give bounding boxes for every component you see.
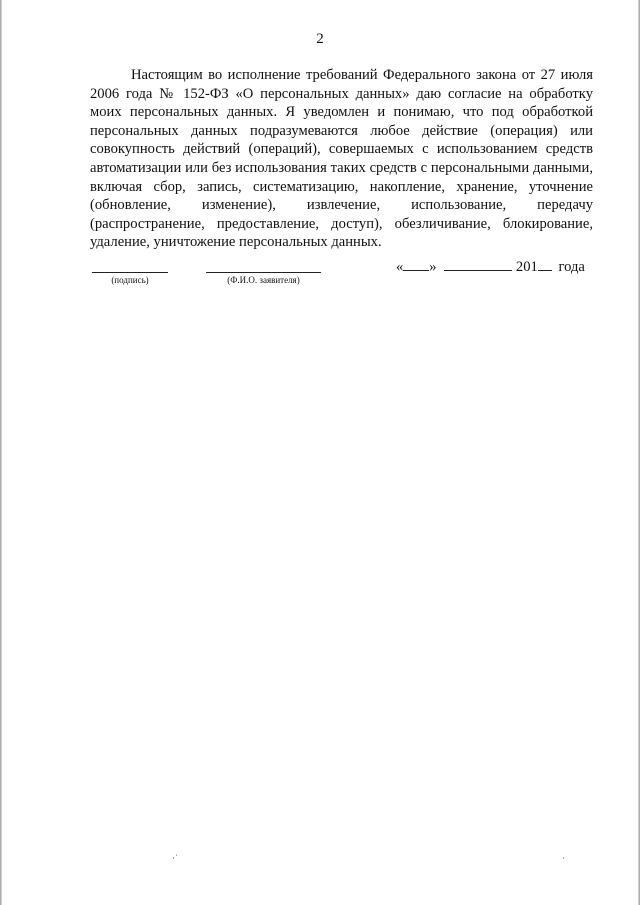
year-prefix: 201 [515,259,538,275]
signature-caption: (подпись) [111,275,149,285]
year-word: года [558,259,585,275]
scan-speck: · [562,853,565,863]
signature-line [92,272,168,273]
scan-speck: ·ˈ [172,853,178,863]
name-caption: (Ф.И.О. заявителя) [227,275,300,285]
consent-paragraph: Настоящим во исполнение требований Федерального закона от 27 июля 2006 года № 152-ФЗ «О персональных данных» даю согласие на обработку моих персональных данных. Я уведомлен и понимаю, что под обработкой персональных данных подразумеваются любое действие (операция) или совокупность действий (операций), совершаемых с использованием средств автоматизации или без использования таких средств с персональными данными, включая сбор, запись, систематизацию, накопление, хранение, уточнение (обновление, изменение), извлечение, использование, передачу (распространение, предоставление, доступ), обезличивание, блокирование, удаление, уничтожение персональных данных. [90,67,593,251]
day-blank [403,258,429,271]
year-blank [538,258,552,271]
name-line [206,272,321,273]
scan-edge-left [0,0,2,905]
page-number: 2 [316,31,324,47]
date-field [396,258,585,276]
date-open-quote: « [396,259,404,275]
month-blank [444,258,512,271]
date-close-quote: » [429,259,437,275]
